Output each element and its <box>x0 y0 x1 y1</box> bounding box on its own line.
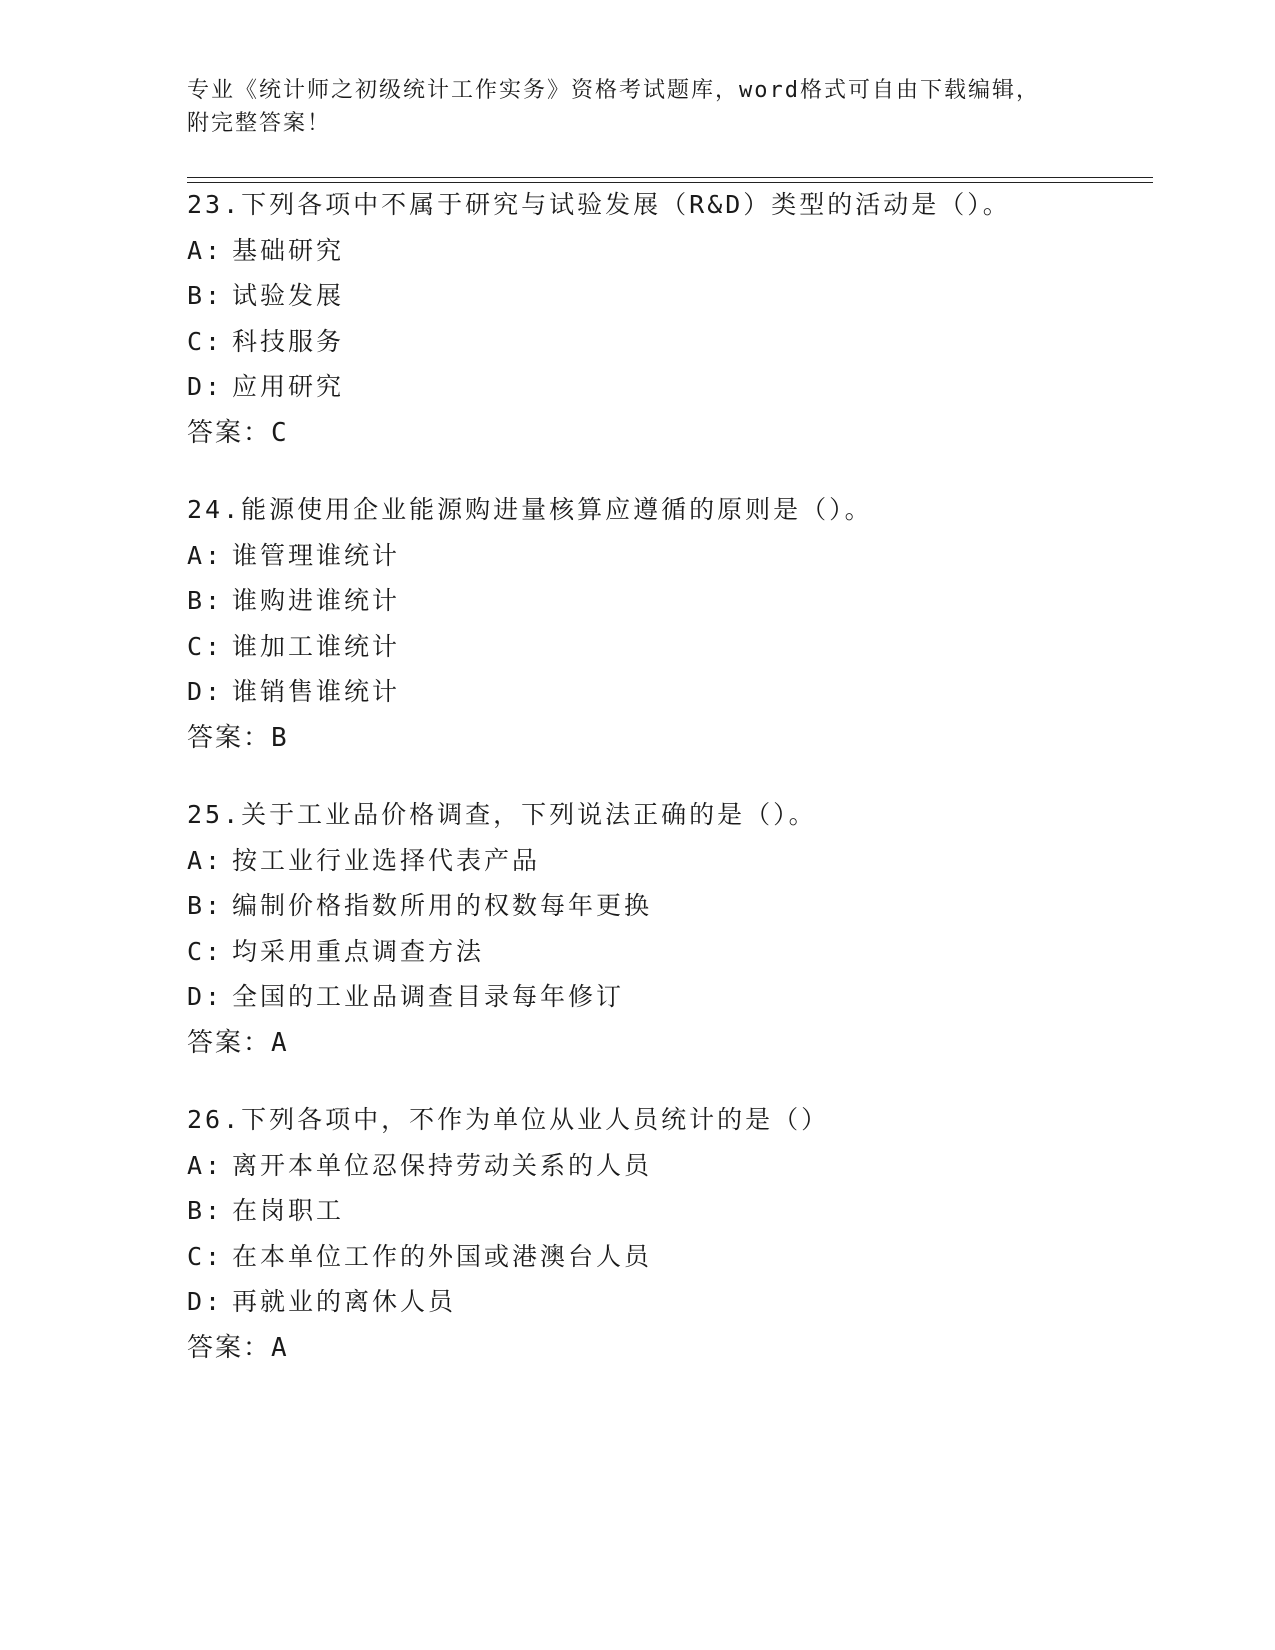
answer-line <box>187 418 1167 448</box>
option-letter: C: <box>187 936 224 966</box>
option-letter: B: <box>187 891 224 920</box>
answer-value: C <box>271 417 289 448</box>
header-divider-top <box>187 177 1153 178</box>
option-c <box>187 632 1167 662</box>
header-line-1: 专业《统计师之初级统计工作实务》资格考试题库，word格式可自由下载编辑， <box>187 78 1040 103</box>
answer-value: A <box>271 1027 289 1058</box>
option-text: 谁管理谁统计 <box>232 540 401 570</box>
option-a <box>187 1151 1167 1181</box>
option-text: 在岗职工 <box>232 1196 345 1225</box>
option-text: 谁销售谁统计 <box>232 677 401 706</box>
option-d <box>187 677 1167 707</box>
option-c <box>187 327 1167 357</box>
option-letter: A: <box>187 540 224 570</box>
option-b <box>187 586 1167 616</box>
answer-label: 答案： <box>187 417 272 448</box>
answer-label: 答案： <box>187 1332 272 1363</box>
option-d <box>187 982 1167 1012</box>
answer-value: A <box>271 1332 289 1363</box>
option-b <box>187 1196 1167 1226</box>
option-c <box>187 1242 1167 1272</box>
option-letter: C: <box>187 326 224 356</box>
option-letter: D: <box>187 677 224 706</box>
answer-line <box>187 723 1167 753</box>
option-text: 基础研究 <box>232 235 345 265</box>
option-letter: C: <box>187 631 224 661</box>
option-a <box>187 541 1167 571</box>
question-stem: 23.下列各项中不属于研究与试验发展（R&D）类型的活动是（）。 <box>187 190 1011 219</box>
option-letter: C: <box>187 1241 224 1271</box>
option-b <box>187 281 1167 311</box>
question-stem: 26.下列各项中，不作为单位从业人员统计的是（） <box>187 1105 830 1134</box>
option-letter: A: <box>187 235 224 265</box>
option-text: 谁购进谁统计 <box>232 586 401 615</box>
option-letter: B: <box>187 1196 224 1225</box>
question-stem: 24.能源使用企业能源购进量核算应遵循的原则是（）。 <box>187 495 873 524</box>
header-divider-bottom <box>187 182 1153 183</box>
option-text: 科技服务 <box>232 326 345 356</box>
answer-label: 答案： <box>187 1027 272 1058</box>
option-letter: B: <box>187 281 224 310</box>
option-d <box>187 372 1167 402</box>
option-letter: D: <box>187 1287 224 1316</box>
answer-line <box>187 1028 1167 1058</box>
option-letter: A: <box>187 845 224 875</box>
option-text: 全国的工业品调查目录每年修订 <box>232 982 625 1011</box>
option-letter: D: <box>187 372 224 401</box>
option-d <box>187 1287 1167 1317</box>
option-text: 应用研究 <box>232 372 345 401</box>
option-text: 均采用重点调查方法 <box>232 936 485 966</box>
option-b <box>187 891 1167 921</box>
question-23 <box>187 190 1167 448</box>
option-a <box>187 846 1167 876</box>
header-line-2: 附完整答案！ <box>187 111 332 136</box>
answer-value: B <box>271 722 289 753</box>
option-letter: A: <box>187 1150 224 1180</box>
question-25 <box>187 800 1167 1058</box>
answer-line <box>187 1333 1167 1363</box>
option-a <box>187 236 1167 266</box>
option-letter: B: <box>187 586 224 615</box>
option-text: 离开本单位忍保持劳动关系的人员 <box>232 1150 653 1180</box>
answer-label: 答案： <box>187 722 272 753</box>
option-text: 谁加工谁统计 <box>232 631 401 661</box>
option-text: 试验发展 <box>232 281 345 310</box>
option-c <box>187 937 1167 967</box>
option-letter: D: <box>187 982 224 1011</box>
option-text: 再就业的离休人员 <box>232 1287 457 1316</box>
option-text: 编制价格指数所用的权数每年更换 <box>232 891 653 920</box>
document-header <box>187 74 1087 140</box>
question-stem: 25.关于工业品价格调查，下列说法正确的是（）。 <box>187 800 817 829</box>
question-24 <box>187 495 1167 753</box>
option-text: 按工业行业选择代表产品 <box>232 845 541 875</box>
option-text: 在本单位工作的外国或港澳台人员 <box>232 1241 653 1271</box>
question-26 <box>187 1105 1167 1363</box>
